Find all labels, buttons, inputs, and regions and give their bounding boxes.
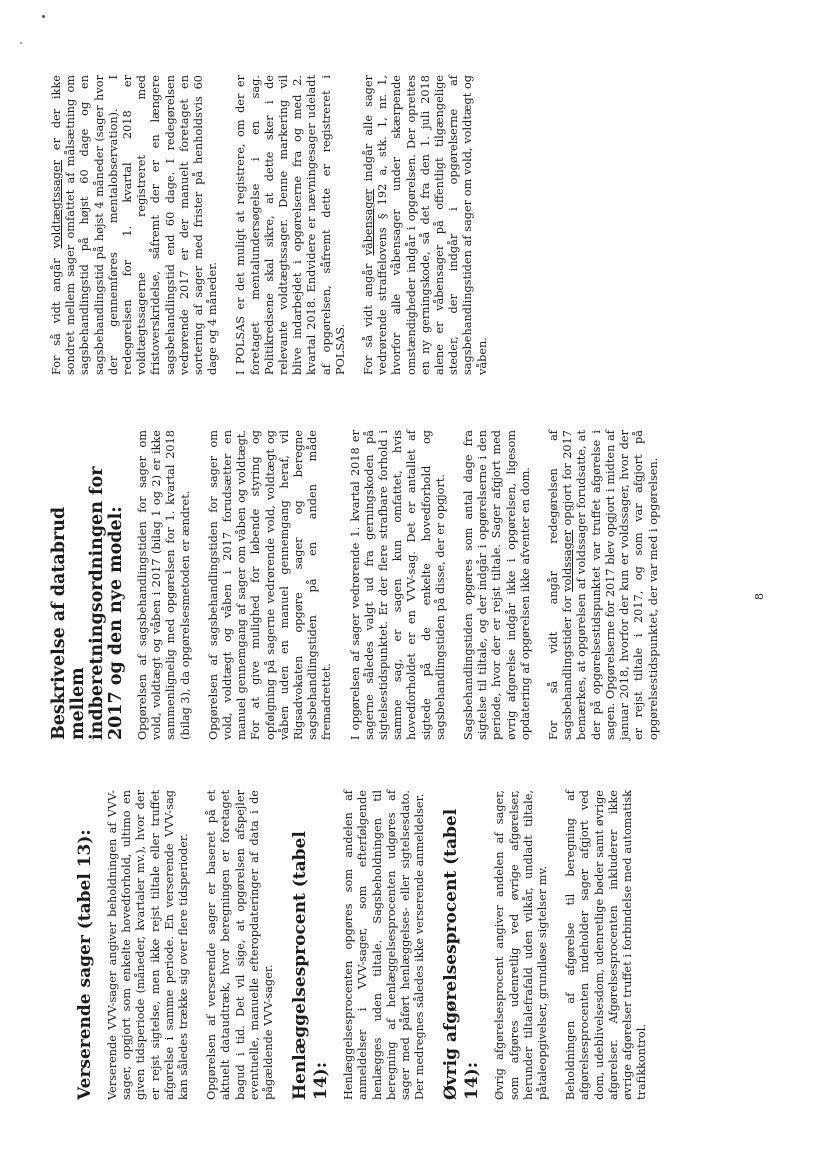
paragraph-oevrig-1: Øvrig afgørelsesprocent angiver andelen af sager, som afgøres udenretlig ved øvrige afgørelser, herunder tiltalefrafald uden vilkår, undladt tiltale, påtaleopgivelser, grundløse sigtelser mv. xyxy=(493,790,550,1100)
underlined-term-voldssager: voldssager xyxy=(561,530,575,592)
text-run: For så vidt angår redegørelsen af sagsbehandlingstider for xyxy=(547,430,575,740)
heading-oevrig-afgoerelsesprocent: Øvrig afgørelsesprocent (tabel 14): xyxy=(441,808,483,1100)
heading-databrud: Beskrivelse af databrud mellem indberetningsordningen for 2017 og den nye model: xyxy=(49,466,126,740)
paragraph-verserende-1: Verserende VVV-sager angiver beholdningen af VVV-sager, opgjort som enkelte hovedforhold, ultimo en given tidsperiode (måneder, kvartaler mv.), hvor der er rejst sigtelse, men ikke rejst tiltale eller truffet afgørelse i samme periode. En verserende VVV-sag kan således trække sig over flere tidsperioder. xyxy=(106,790,191,1100)
paragraph-henlaeggelse: Henlæggelsesprocenten opgøres som andelen af anmeldelser i VVV-sager, som efterfølgende henlægges uden tiltale. Sagsbeholdningen til beregning af henlæggelsesprocenten udgøres af sager med påført henlæggelses- eller sigtelsesdato. Der medregnes således ikke verserende anmeldelser. xyxy=(342,790,427,1100)
paragraph-voldssager xyxy=(547,430,661,740)
paragraph-vaabensager xyxy=(362,75,490,375)
paragraph-oevrig-2: Beholdningen af afgørelse til beregning af afgørelsesprocenten indeholder sager afgjort ved dom, udeblivelsesdom, udenretlige bøder samt øvrige afgørelser. Afgørelsesprocenten inkluderer ikke øvrige afgørelser truffet i forbindelse med automatisk trafikkontrol. xyxy=(564,790,649,1100)
paragraph-polsas: I POLSAS er det muligt at registrere, om der er foretaget mentalundersøgelse i en sag. Politikredsene skal sikre, at dette sker i de relevante voldtægtssager. Denne markering vil blive indarbejdet i opgørelserne fra og med 2. kvartal 2018. Endvidere er nævningesager udeladt af opgørelsen, såfremt dette er registreret i POLSAS. xyxy=(234,75,347,375)
heading-henlaeggelsesprocent: Henlæggelsesprocent (tabel 14): xyxy=(290,831,332,1100)
page-number: 8 xyxy=(753,593,766,600)
scan-speck xyxy=(20,42,22,44)
left-column xyxy=(75,790,663,1100)
rotated-page xyxy=(50,40,770,1120)
paragraph-databrud-2: Opgørelsen af sagsbehandlingstiden for sager om vold, voldtægt og våben i 2017 forudsætter en manuel gennemgang af sager om våben og voldtægt. For at give mulighed for løbende styring og opfølgning på sagerne vedrørende vold, voldtægt og våben uden en manuel gennemgang heraf, vil Rigsadvokaten opgøre sager og beregne sagsbehandlingstiden på en anden måde fremadrettet. xyxy=(206,430,334,740)
text-run: indgår alle sager vedrørende straffelovens § 192 a, stk. 1, nr. 1, hvorfor alle våbensager under skærpende omstændigheder indgår i opgørelsen. Der oprettes en ny gerningskode, så det fra den 1. juli 2018 alene er våbensager på offentligt tilgængelige steder, der indgår i opgørelserne af sagsbehandlingstiden af sager om vold, voldtægt og våben. xyxy=(362,75,489,375)
paragraph-verserende-2: Opgørelsen af verserende sager er baseret på et aktuelt dataudtræk, hvor beregningen er foretaget bagud i tid. Det vil sige, at opgørelsen afspejler eventuelle, manuelle efteropdateringer af data i de pågældende VVV-sager. xyxy=(205,790,276,1100)
scan-speck xyxy=(42,15,45,18)
right-column xyxy=(50,75,504,375)
text-run: er der ikke sondret mellem sager omfattet af målsætning om sagsbehandlingstid på højst 60 dage og en sagsbehandlingstid på højst 4 måneder (sager hvor der gennemføres mentalobservation). I redegørelsen for 1. kvartal 2018 er voldtægtssagerne registreret med fristoverskridelse, såfremt der er en længere sagsbehandlingstid end 60 dage. I redegørelsen vedrørende 2017 er der manuelt foretaget en sortering af sager med frister på henholdsvis 60 dage og 4 måneder. xyxy=(50,75,220,375)
heading-verserende-sager: Verserende sager (tabel 13): xyxy=(75,829,95,1100)
text-run: opgjort for 2017 bemærkes, at opgørelsen af voldssager forudsatte, at der på opgørelsestidspunktet var truffet afgørelse i sagen. Opgørelserne for 2017 blev opgjort i midten af januar 2018, hvorfor der kun er voldssager, hvor der er rejst tiltale i 2017, og som var afgjort på opgørelsestidspunktet, der var med i opgørelsen. xyxy=(561,430,660,740)
underlined-term-voldtaegtssager: voldtægtssager xyxy=(50,159,63,249)
middle-column xyxy=(50,430,675,740)
paragraph-voldtaegtssager xyxy=(50,75,220,375)
text-run: For så vidt angår xyxy=(50,248,63,375)
text-run: For så vidt angår xyxy=(362,255,376,375)
paragraph-databrud-4: Sagsbehandlingstiden opgøres som antal dage fra sigtelse til tiltale, og der indgår i opgørelserne i den periode, hvor der er rejst tiltale. Sager afgjort med øvrig afgørelse indgår ikke i opgørelsen, ligesom opdatering af opgørelsen ikke afventer en dom. xyxy=(462,430,532,740)
underlined-term-vaabensager: våbensager xyxy=(362,189,376,256)
paragraph-databrud-3: I opgørelsen af sager vedrørende 1. kvartal 2018 er sagerne således valgt ud fra gerningskoden på sigtelsestidspunktet. Er der flere strafbare forhold i samme sag, er sagen kun omfattet, hvis hovedforholdet er en VVV-sag. Det er antallet af sigtede på de enkelte hovedforhold og sagsbehandlingstiden på disse, der er opgjort. xyxy=(348,430,447,740)
paragraph-databrud-1: Opgørelsen af sagsbehandlingstiden for sager om vold, voldtægt og våben i 2017 (bilag 1 og 2) er ikke sammenlignelig med opgørelsen for 1. kvartal 2018 (bilag 3), da opgørelsesmetoden er ændret. xyxy=(136,430,192,740)
